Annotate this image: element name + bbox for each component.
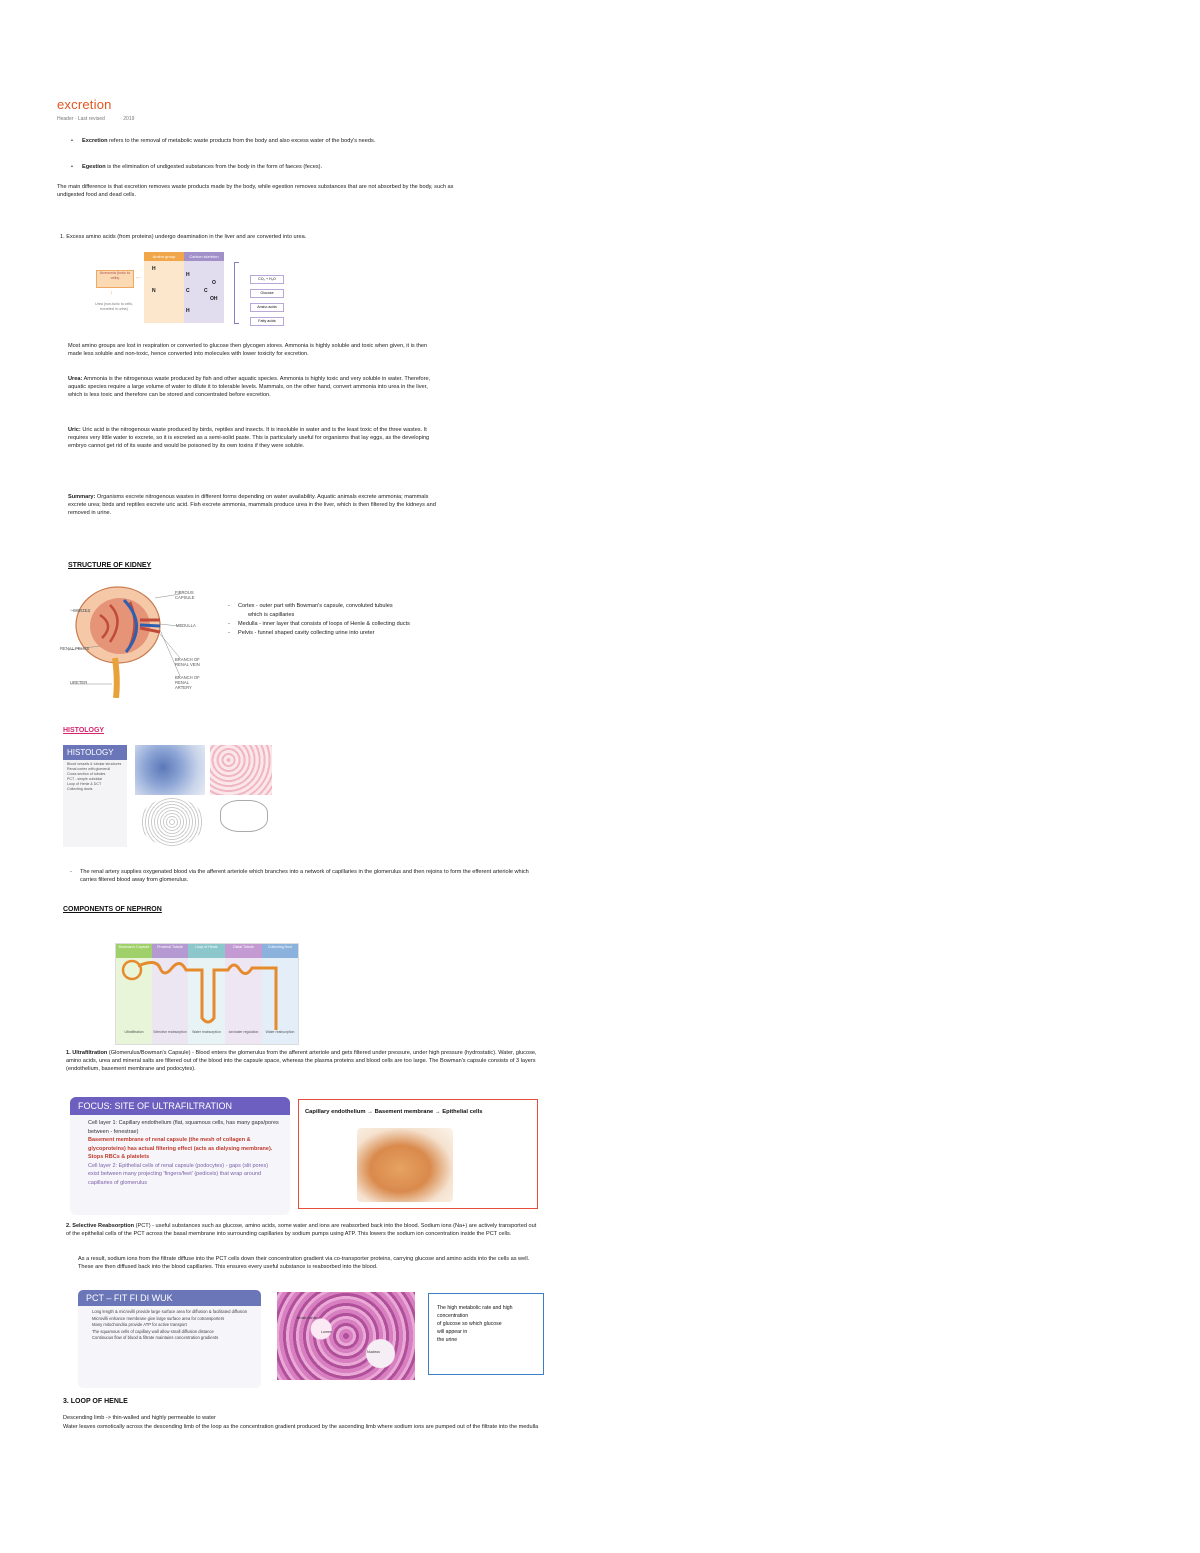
label-brush-border: Brush border bbox=[297, 1316, 318, 1320]
atom-h-alpha: H bbox=[186, 272, 190, 278]
histology-note: - The renal artery supplies oxygenated blood via the afferent arteriole which branches into a network of capillaries in the glomerulus and then rejoins to form the efferent arteriole which carries filtered blood away from glomerulus. bbox=[80, 868, 540, 884]
intro-term-egestion: Egestion bbox=[82, 164, 106, 170]
basement-membrane-illustration bbox=[357, 1128, 453, 1202]
reabsorption-text-cont: As a result, sodium ions from the filtrate diffuse into the PCT cells down their concentration gradient via co-transporter proteins, carrying glucose and amino acids into the cells as well. These are then diffused back into the blood capillaries. This ensures every useful substance is reabsorbed into the blood. bbox=[78, 1256, 530, 1271]
intro-text-egestion: is the elimination of undigested substances from the body in the form of faeces (feces). bbox=[107, 164, 323, 170]
label-renal-artery: BRANCH OF RENAL ARTERY bbox=[175, 675, 200, 690]
histology-line: Blood vessels & tubular structures bbox=[67, 762, 122, 766]
kidney-point-cortex: - Cortex - outer part with Bowman's capsule, convoluted tubules bbox=[238, 602, 488, 610]
pct-note-line: of glucose so which glucose bbox=[437, 1321, 502, 1327]
reabsorption-text: (PCT) - useful substances such as glucose, amino acids, some water and ions are reabsorbed back into the blood. Sodium ions (Na+) are actively transported out of the epithelial cells of the PCT across the basal membrane into surrounding capillaries by sodium pumps using ATP. This lowers the sodium ion concentration inside the PCT cells. bbox=[66, 1223, 537, 1238]
pct-slide-item: Microvilli enhance membrane give large surface area for cotransporters bbox=[92, 1315, 225, 1321]
intro-bullet-1 bbox=[82, 137, 472, 145]
atom-h-top: H bbox=[152, 266, 156, 272]
focus-slide bbox=[70, 1097, 290, 1215]
histology-micrograph-pink bbox=[210, 745, 272, 795]
label-cortex: CORTEX bbox=[73, 608, 91, 613]
para-amino-text: Most amino groups are lost in respiration or converted to glucose then glycogen stores. Ammonia is highly soluble and toxic when given, it is then made less soluble and non-toxic, hence converted into molecules with lower toxicity for excretion. bbox=[68, 343, 428, 358]
para-amino bbox=[68, 342, 436, 358]
document-title: excretion bbox=[57, 97, 112, 112]
nephron-footer: Water reabsorption bbox=[192, 1030, 221, 1034]
pct-note-box bbox=[428, 1293, 544, 1375]
histology-heading: HISTOLOGY bbox=[63, 727, 105, 734]
para-uric bbox=[68, 426, 436, 451]
histology-line: Loop of Henle & DCT bbox=[67, 782, 102, 786]
atom-h-bottom: H bbox=[186, 308, 190, 314]
ammonia-box: Ammonia (toxic to cells) bbox=[96, 270, 134, 288]
carbon-skeleton-header: Carbon skeleton bbox=[184, 252, 224, 261]
ultrafiltration-text: (Glomerulus/Bowman's Capsule) - Blood enters the glomerulus from the afferent arteriole and gets filtered under pressure, under high pressure (hydrostatic). Water, glucose, amino acids, urea and mineral salts are filtered out of the blood into the capsule space, whereas the plasma proteins and blood cells are too large. The Bowman's capsule consists of 3 layers (endothelium, basement membrane and podocytes). bbox=[66, 1050, 537, 1073]
focus-item: Cell layer 1: Capillary endothelium (flat, squamous cells, has many gaps/pores between - fenestrae) bbox=[88, 1120, 279, 1135]
atom-c-carboxyl: C bbox=[204, 288, 208, 294]
para-summary-text: Organisms excrete nitrogenous wastes in different forms depending on water availability. Aquatic animals excrete ammonia; mammals excrete urea; birds and reptiles excrete uric acid. Fish excrete ammonia, mammals produce urea in the liver, which is then filtered by the kidneys and removed in urine. bbox=[68, 494, 436, 517]
label-fibrous-capsule: FIBROUS CAPSULE bbox=[175, 590, 195, 600]
focus-slide-body bbox=[70, 1115, 290, 1187]
label-nucleus: Nucleus bbox=[367, 1350, 380, 1354]
histology-slide-title: HISTOLOGY bbox=[63, 745, 127, 760]
nephron-col-loop: Loop of Henle bbox=[188, 944, 225, 958]
kidney-heading: STRUCTURE OF KIDNEY bbox=[68, 562, 152, 569]
nephron-footer: Water reabsorption bbox=[265, 1030, 295, 1034]
deamination-figure bbox=[92, 252, 287, 327]
label-ureter: URETER bbox=[70, 680, 88, 685]
product-amino: Amino acids bbox=[250, 303, 284, 312]
reabsorption-lead: 2. Selective Reabsorption bbox=[66, 1223, 135, 1229]
pct-slide-item: The squamous cells of capillary wall allow small diffusion distance bbox=[92, 1328, 214, 1334]
amino-group-area bbox=[144, 261, 184, 323]
para-summary bbox=[68, 493, 436, 518]
intro-bullet-2 bbox=[82, 163, 472, 171]
pct-slide-item: Long length & microvilli provide large surface area for diffusion & facilitated diffusion bbox=[92, 1309, 248, 1314]
amino-group-header: Amino group bbox=[144, 252, 184, 261]
pct-slide bbox=[78, 1290, 261, 1388]
nephron-footer: Ion/water regulation bbox=[228, 1030, 259, 1034]
nephron-heading: COMPONENTS OF NEPHRON bbox=[63, 906, 162, 913]
deamination-item: 1. Excess amino acids (from proteins) undergo deamination in the liver and are converted into urea. bbox=[60, 234, 307, 240]
atom-oh: OH bbox=[210, 296, 218, 302]
ultrafiltration-paragraph bbox=[66, 1049, 541, 1074]
nephron-tubule-path bbox=[116, 958, 298, 1030]
loop-line-1: Descending limb -> thin-walled and highly permeable to water bbox=[63, 1415, 216, 1421]
para-uric-lead: Uric: bbox=[68, 427, 81, 433]
down-arrow-icon: ↓ bbox=[110, 290, 113, 296]
nephron-col-bowman: Bowman's Capsule bbox=[116, 944, 152, 958]
para-summary-lead: Summary: bbox=[68, 494, 96, 500]
nephron-footer: Ultrafiltration bbox=[124, 1030, 144, 1034]
intro-paragraph: The main difference is that excretion removes waste products made by the body, while egestion removes substances that are not absorbed by the body, such as undigested food and dead cells. bbox=[57, 184, 454, 199]
histology-micrograph-blue bbox=[135, 745, 205, 795]
intro-text-excretion: refers to the removal of metabolic waste products from the body and also excess water of the body's needs. bbox=[109, 138, 376, 144]
focus-item: Cell layer 2: Epithelial cells of renal capsule (podocytes) - gaps (slit pores) exist between many projecting 'fingers/feet' (pedicels) that wrap around capillaries of glomerulus bbox=[88, 1162, 269, 1186]
histology-sketch-tubule bbox=[220, 800, 268, 832]
nephron-col-collecting: Collecting Duct bbox=[262, 944, 298, 958]
atom-o: O bbox=[212, 280, 216, 286]
label-medulla: MEDULLA bbox=[176, 623, 196, 628]
kidney-point-medulla: - Medulla - inner layer that consists of loops of Henle & collecting ducts bbox=[238, 620, 488, 628]
para-urea-text: Ammonia is the nitrogenous waste produced by fish and other aquatic species. Ammonia is highly toxic and very soluble in water. Therefore, aquatic species require a large volume of water to dilute it to tolerable levels. Mammals, on the other hand, convert ammonia into urea in the liver, which is less toxic and therefore can be stored and concentrated before excretion. bbox=[68, 376, 431, 399]
nephron-diagram bbox=[115, 943, 299, 1045]
nephron-col-dct: Distal Tubule bbox=[225, 944, 262, 958]
histology-slide bbox=[63, 745, 127, 847]
pct-note-line: the urine bbox=[437, 1337, 458, 1343]
nephron-footer: Selective reabsorption bbox=[153, 1030, 187, 1034]
para-urea bbox=[68, 375, 436, 400]
histology-line: Renal cortex with glomeruli bbox=[67, 767, 111, 771]
pct-micrograph bbox=[277, 1292, 415, 1380]
ultrafiltration-layers-box bbox=[298, 1099, 538, 1209]
loop-heading: 3. LOOP OF HENLE bbox=[63, 1398, 128, 1405]
reabsorption-paragraph bbox=[66, 1222, 541, 1238]
atom-n: N bbox=[152, 288, 156, 294]
pct-note-line: concentration bbox=[437, 1313, 469, 1319]
ultrafiltration-lead: 1. Ultrafiltration bbox=[66, 1050, 108, 1056]
pct-slide-item: Many mitochondria provide ATP for active transport bbox=[92, 1322, 187, 1328]
histology-sketch-glomerulus bbox=[140, 798, 204, 846]
kidney-point-cortex-cont: which is capillaries bbox=[248, 612, 295, 618]
product-fatty: Fatty acids bbox=[250, 317, 284, 326]
meta-date: · 2019 bbox=[120, 116, 135, 122]
left-arrow-icon: ← bbox=[135, 274, 142, 281]
urea-box: Urea (non-toxic to cells, excreted in urine) bbox=[95, 302, 133, 311]
pct-slide-item: Continuous flow of blood & filtrate maintains concentration gradients bbox=[92, 1335, 219, 1341]
kidney-point-pelvis: - Pelvis - funnel shaped cavity collecting urine into ureter bbox=[238, 629, 488, 637]
nephron-col-pct: Proximal Tubule bbox=[152, 944, 188, 958]
label-renal-vein: BRANCH OF RENAL VEIN bbox=[175, 657, 200, 667]
layers-box-title: Capillary endothelium → Basement membrane → Epithelial cells bbox=[305, 1109, 483, 1115]
histology-line: Collecting ducts bbox=[67, 787, 93, 791]
product-co2: CO₂ + H₂O bbox=[250, 275, 284, 284]
pct-slide-body bbox=[78, 1306, 261, 1342]
pct-note-line: will appear in bbox=[437, 1329, 468, 1335]
atom-c-alpha: C bbox=[186, 288, 190, 294]
pct-slide-title: PCT – FIT FI DI WUK bbox=[78, 1290, 261, 1306]
loop-line-2: Water leaves osmotically across the descending limb of the loop as the concentration gradient produced by the ascending limb where sodium ions are pumped out of the filtrate into the medulla bbox=[63, 1424, 539, 1430]
histology-slide-body bbox=[63, 760, 127, 794]
histology-line: PCT - simple cuboidal bbox=[67, 777, 103, 781]
intro-term-excretion: Excretion bbox=[82, 138, 108, 144]
para-urea-lead: Urea: bbox=[68, 376, 83, 382]
product-glucose: Glucose bbox=[250, 289, 284, 298]
focus-slide-title: FOCUS: SITE OF ULTRAFILTRATION bbox=[70, 1097, 290, 1115]
focus-item: Basement membrane of renal capsule (the mesh of collagen & glycoproteins) has actual filtering effect (acts as dialysing membrane). Stops RBCs & platelets bbox=[88, 1137, 273, 1160]
meta-author: Header · Last revised bbox=[57, 116, 105, 122]
document-meta bbox=[57, 116, 134, 122]
label-renal-pelvis: RENAL PELVIS bbox=[60, 646, 90, 651]
kidney-diagram bbox=[60, 580, 205, 698]
histology-line: Cross section of tubules bbox=[67, 772, 106, 776]
pct-note-line: The high metabolic rate and high bbox=[437, 1305, 513, 1311]
para-uric-text: Uric acid is the nitrogenous waste produced by birds, reptiles and insects. It is insoluble in water and is the least toxic of the three wastes. It requires very little water to excrete, so it is excreted as a semi-solid paste. This is particularly useful for organisms that lay eggs, as the developing embryo cannot get rid of its waste and would be poisoned by its own toxins if they were soluble. bbox=[68, 427, 430, 450]
brace-icon bbox=[234, 262, 239, 324]
label-lumen: Lumen bbox=[321, 1330, 332, 1334]
